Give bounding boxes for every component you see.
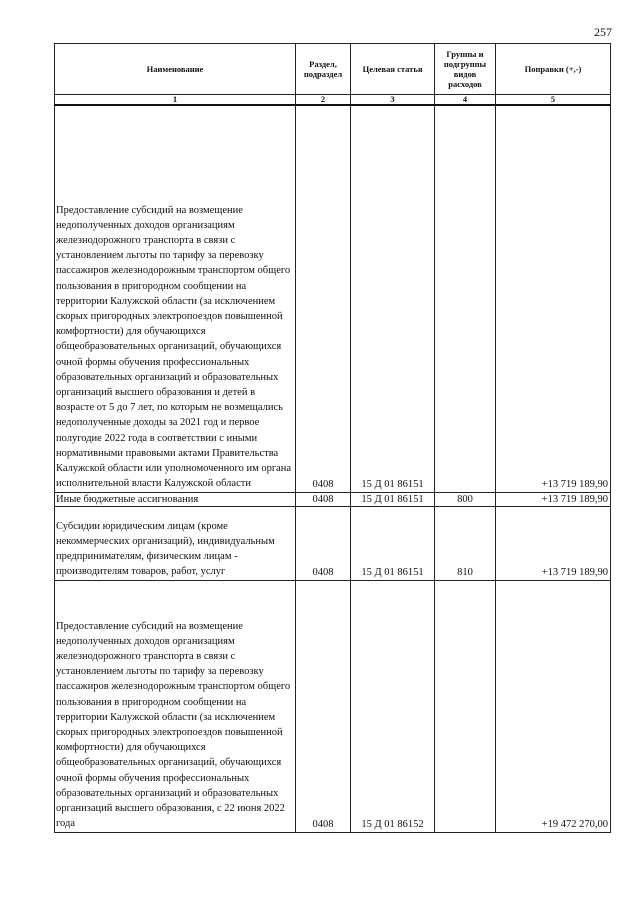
row-target: 15 Д 01 86151 [351,506,435,580]
column-number: 1 [55,95,296,106]
row-target: 15 Д 01 86151 [351,105,435,492]
table-row [55,580,611,832]
row-section: 0408 [296,105,351,492]
row-target: 15 Д 01 86152 [351,580,435,832]
row-group [435,580,496,832]
page-number: 257 [594,25,612,39]
row-section: 0408 [296,492,351,506]
row-amount: +13 719 189,90 [496,492,611,506]
row-section: 0408 [296,580,351,832]
row-amount: +19 472 270,00 [496,580,611,832]
column-number: 5 [496,95,611,106]
row-group [435,105,496,492]
row-name: Иные бюджетные ассигнования [55,492,296,506]
column-number: 4 [435,95,496,106]
table-row [55,506,611,580]
header-row [55,44,611,95]
budget-table [54,43,611,833]
table-row [55,492,611,506]
row-name: Предоставление субсидий на возмещение недополученных доходов организациям железнодорожного транспорта в связи с установлением льготы по тарифу за перевозку пассажиров железнодорожным транспортом общего пользования в пригородном сообщении на территории Калужской области (за исключением скорых пригородных электропоездов повышенной комфортности) для обучающихся общеобразовательных организаций, обучающихся очной формы обучения профессиональных образовательных организаций и образовательных организаций высшего образования и детей в возрасте от 5 до 7 лет, по которым не возмещались недополученные доходы за 2021 год и первое полугодие 2022 года в соответствии с иными нормативными правовыми актами Правительства Калужской области или уполномоченного им органа исполнительной власти Калужской области [55,105,296,492]
header-groups: Группы и подгруппы видов расходов [435,44,496,95]
row-name: Субсидии юридическим лицам (кроме некоммерческих организаций), индивидуальным предпринимателям, физическим лицам - производителям товаров, работ, услуг [55,506,296,580]
row-group: 800 [435,492,496,506]
header-target: Целевая статья [351,44,435,95]
header-section: Раздел, подраздел [296,44,351,95]
column-number-row [55,95,611,106]
row-group: 810 [435,506,496,580]
row-name: Предоставление субсидий на возмещение недополученных доходов организациям железнодорожного транспорта в связи с установлением льготы по тарифу за перевозку пассажиров железнодорожным транспортом общего пользования в пригородном сообщении на территории Калужской области (за исключением скорых пригородных электропоездов повышенной комфортности) для обучающихся общеобразовательных организаций, обучающихся очной формы обучения профессиональных образовательных организаций и образовательных организаций высшего образования, с 22 июня 2022 года [55,580,296,832]
header-amendments: Поправки (+,-) [496,44,611,95]
row-amount: +13 719 189,90 [496,105,611,492]
row-section: 0408 [296,506,351,580]
header-name: Наименование [55,44,296,95]
column-number: 2 [296,95,351,106]
table-row [55,105,611,492]
row-amount: +13 719 189,90 [496,506,611,580]
row-target: 15 Д 01 86151 [351,492,435,506]
column-number: 3 [351,95,435,106]
